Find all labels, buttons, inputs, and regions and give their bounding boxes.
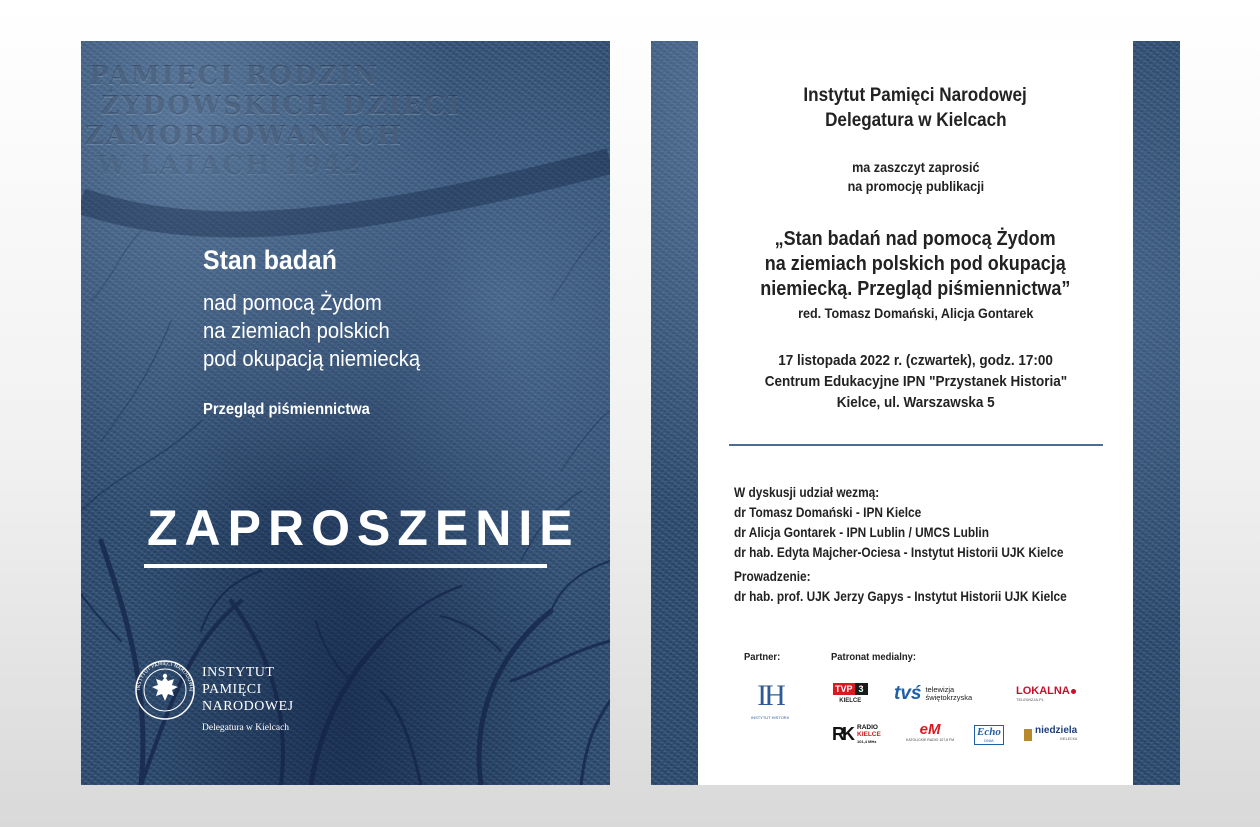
publication-title-line: niemiecką. Przegląd piśmiennictwa” bbox=[760, 278, 1071, 300]
moderator-heading: Prowadzenie: bbox=[734, 569, 811, 584]
lokalna-text: LOKALNA bbox=[1016, 685, 1070, 697]
lokalna-logo bbox=[1016, 685, 1076, 702]
cover-subtitle bbox=[203, 289, 420, 373]
lokalna-subtext: TELEWIZJA.PL bbox=[1016, 697, 1045, 702]
event-details bbox=[698, 350, 1133, 413]
echo-text: Echo bbox=[977, 726, 1001, 738]
invitation-text-panel bbox=[698, 41, 1133, 785]
tvs-logo bbox=[894, 683, 972, 705]
engraved-text-line: ZAMORDOWANYCH bbox=[85, 121, 404, 151]
event-venue: Centrum Edukacyjne IPN "Przystanek Historia" bbox=[764, 373, 1067, 390]
tvp-text: TVP bbox=[835, 684, 853, 694]
partner-label: Partner: bbox=[744, 651, 781, 663]
publication-title-line: „Stan badań nad pomocą Żydom bbox=[774, 228, 1057, 250]
moderator: dr hab. prof. UJK Jerzy Gapys - Instytut Historii UJK Kielce bbox=[734, 589, 1067, 604]
engraved-text-line: ŻYDOWSKICH DZIECI bbox=[101, 91, 462, 121]
cover-subtitle-line: na ziemiach polskich bbox=[203, 318, 390, 343]
rk-name-line: 101,4 MHz bbox=[857, 739, 877, 744]
em-caption: KATOLICKIE RADIO 107,8 FM bbox=[906, 738, 955, 742]
invitation-details-card bbox=[651, 41, 1180, 785]
rk-name-line: RADIO bbox=[857, 724, 878, 731]
organizer-line: Instytut Pamięci Narodowej bbox=[803, 85, 1028, 106]
niedziela-text: niedziela bbox=[1035, 725, 1078, 736]
invite-phrase-line: na promocję publikacji bbox=[847, 178, 984, 194]
niedziela-logo bbox=[1024, 726, 1077, 744]
tvs-name-line: telewizja bbox=[925, 685, 955, 694]
tvp-city: KIELCE bbox=[839, 698, 862, 704]
instytut-historii-logo bbox=[746, 681, 794, 720]
discussion-heading: W dyskusji udział wezmą: bbox=[734, 485, 880, 500]
invite-phrase bbox=[698, 158, 1133, 196]
organizer-line: Delegatura w Kielcach bbox=[824, 110, 1007, 131]
participant: dr hab. Edyta Majcher-Ociesa - Instytut Historii UJK Kielce bbox=[734, 545, 1064, 560]
tvs-mark: tvś bbox=[894, 683, 922, 704]
event-date: 17 listopada 2022 r. (czwartek), godz. 17:00 bbox=[778, 352, 1053, 369]
organizer-block bbox=[698, 83, 1133, 133]
tvs-name bbox=[925, 686, 972, 702]
participant: dr Alicja Gontarek - IPN Lublin / UMCS Lublin bbox=[734, 525, 989, 540]
engraved-text-line: PAMIĘCI RODZIN bbox=[89, 61, 380, 91]
editors: red. Tomasz Domański, Alicja Gontarek bbox=[797, 305, 1034, 321]
em-radio-logo bbox=[906, 721, 954, 742]
institute-name-line: INSTYTUT bbox=[202, 665, 275, 680]
tvs-name-line: świętokrzyska bbox=[925, 693, 973, 702]
publication-title-line: na ziemiach polskich pod okupacją bbox=[764, 253, 1067, 275]
institute-name-line: NARODOWEJ bbox=[202, 699, 294, 714]
cover-review-label: Przegląd piśmiennictwa bbox=[203, 401, 370, 418]
cover-subtitle-line: nad pomocą Żydom bbox=[203, 290, 382, 315]
invitation-heading: ZAPROSZENIE bbox=[147, 500, 580, 556]
heading-underline bbox=[144, 564, 547, 568]
em-mark: eM bbox=[919, 721, 941, 738]
ih-caption: INSTYTUT HISTORII bbox=[751, 715, 789, 720]
ih-mark: IH bbox=[757, 679, 783, 712]
invitation-cover bbox=[81, 41, 610, 785]
tvp3-kielce-logo bbox=[833, 683, 868, 704]
ipn-eagle-logo-icon bbox=[134, 659, 196, 721]
rk-name-line: KIELCE bbox=[857, 731, 881, 738]
radio-kielce-logo bbox=[832, 724, 881, 745]
rk-name bbox=[857, 724, 881, 745]
lokalna-dot-icon bbox=[1071, 689, 1076, 694]
participant: dr Tomasz Domański - IPN Kielce bbox=[734, 505, 922, 520]
echo-dnia-logo bbox=[974, 725, 1004, 745]
institute-name bbox=[202, 664, 294, 715]
tvp-number: 3 bbox=[855, 683, 868, 695]
echo-subtext: DNIA bbox=[984, 738, 994, 743]
cover-title: Stan badań bbox=[203, 245, 337, 275]
logo-ring-text: INSTYTUT PAMIĘCI NARODOWEJ bbox=[135, 660, 195, 692]
invite-phrase-line: ma zaszczyt zaprosić bbox=[851, 159, 980, 175]
cover-subtitle-line: pod okupacją niemiecką bbox=[203, 346, 421, 371]
publication-title bbox=[698, 227, 1133, 302]
media-patronage-label: Patronat medialny: bbox=[831, 651, 917, 663]
niedziela-emblem-icon bbox=[1024, 729, 1032, 741]
section-divider bbox=[729, 444, 1103, 446]
discussion-block bbox=[734, 483, 1067, 607]
event-address: Kielce, ul. Warszawska 5 bbox=[836, 394, 995, 411]
rk-mark: RK bbox=[832, 724, 852, 744]
institute-name-line: PAMIĘCI bbox=[202, 682, 262, 697]
institute-branch: Delegatura w Kielcach bbox=[202, 723, 290, 733]
niedziela-subtext: KIELECKA bbox=[1060, 737, 1078, 741]
engraved-text-line: W LATACH 1942 bbox=[97, 151, 364, 181]
